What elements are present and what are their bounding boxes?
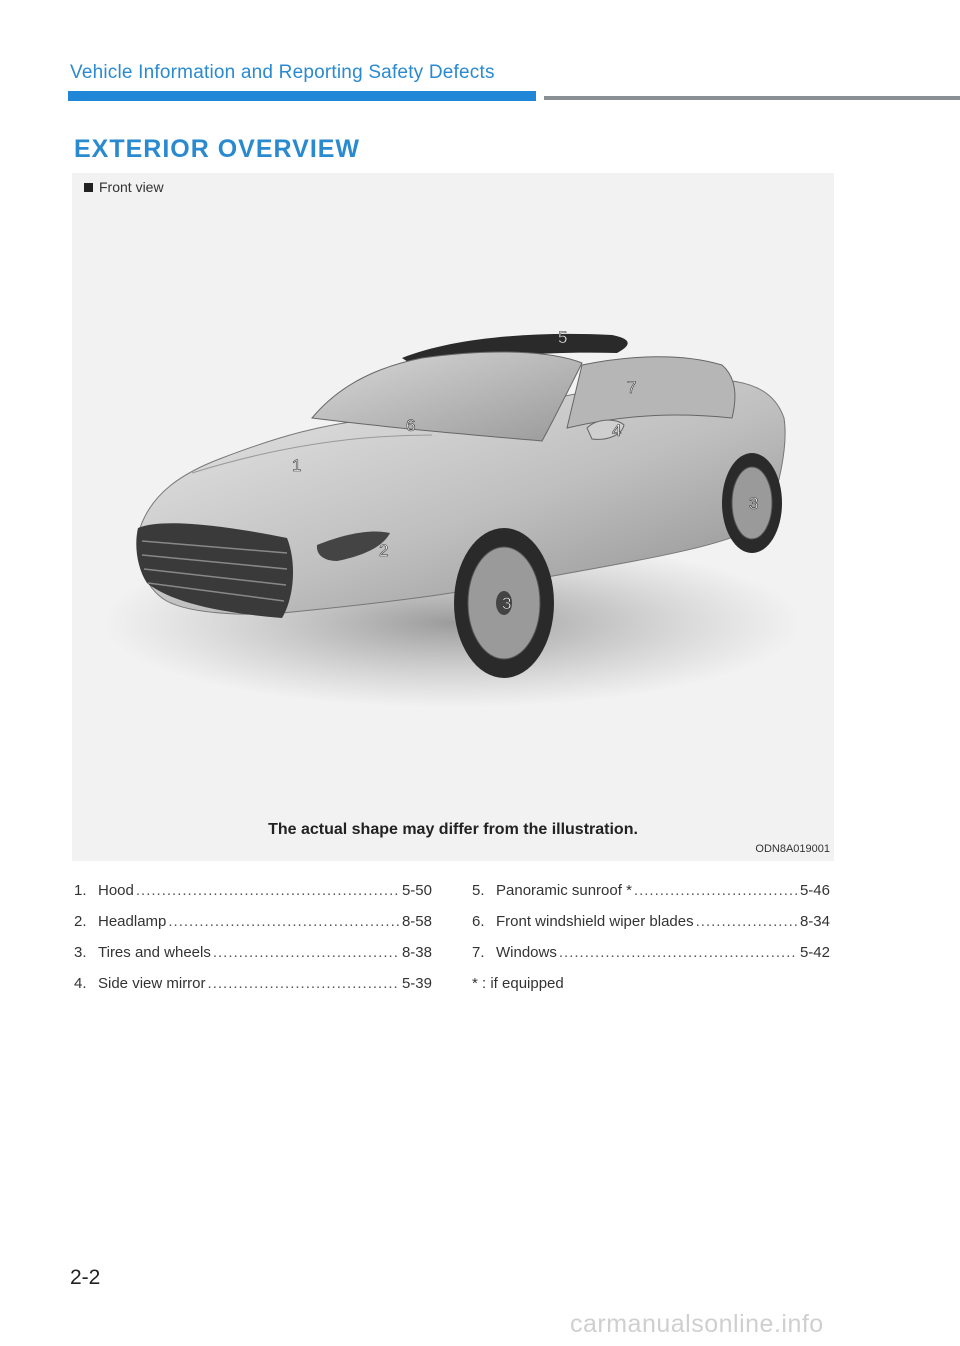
figure-code: ODN8A019001 — [755, 843, 830, 855]
page-number: 2-2 — [70, 1266, 101, 1289]
header-bar-gray — [544, 96, 960, 100]
list-item: 7. Windows ..... 5-42 — [472, 944, 830, 975]
list-item: 3. Tires and wheels ..... 8-38 — [74, 944, 432, 975]
parts-list-left — [74, 882, 432, 1006]
figure-panel — [72, 173, 834, 861]
callout-3-front: 3 — [502, 594, 512, 613]
callout-5: 5 — [558, 328, 568, 347]
header-title: Vehicle Information and Reporting Safety Defects — [70, 62, 495, 83]
callout-6: 6 — [406, 416, 416, 435]
callout-4: 4 — [612, 421, 622, 440]
list-item: 2. Headlamp ..... 8-58 — [74, 913, 432, 944]
list-item: 6. Front windshield wiper blades ..... 8-34 — [472, 913, 830, 944]
figure-caption: The actual shape may differ from the illustration. — [268, 821, 638, 838]
figure-label-text: Front view — [99, 179, 164, 195]
list-item: 4. Side view mirror ..... 5-39 — [74, 975, 432, 1006]
car-illustration — [72, 173, 834, 861]
callout-3-rear: 3 — [749, 494, 759, 513]
header-bar-blue — [68, 91, 536, 101]
section-title: EXTERIOR OVERVIEW — [74, 135, 361, 163]
parts-list-right — [472, 882, 830, 1006]
callout-1: 1 — [292, 456, 302, 475]
watermark: carmanualsonline.info — [570, 1310, 824, 1338]
callout-7: 7 — [627, 378, 637, 397]
list-item: 1. Hood ..... 5-50 — [74, 882, 432, 913]
callout-2: 2 — [379, 541, 389, 560]
footnote: * : if equipped — [472, 975, 564, 992]
list-item: 5. Panoramic sunroof * ..... 5-46 — [472, 882, 830, 913]
